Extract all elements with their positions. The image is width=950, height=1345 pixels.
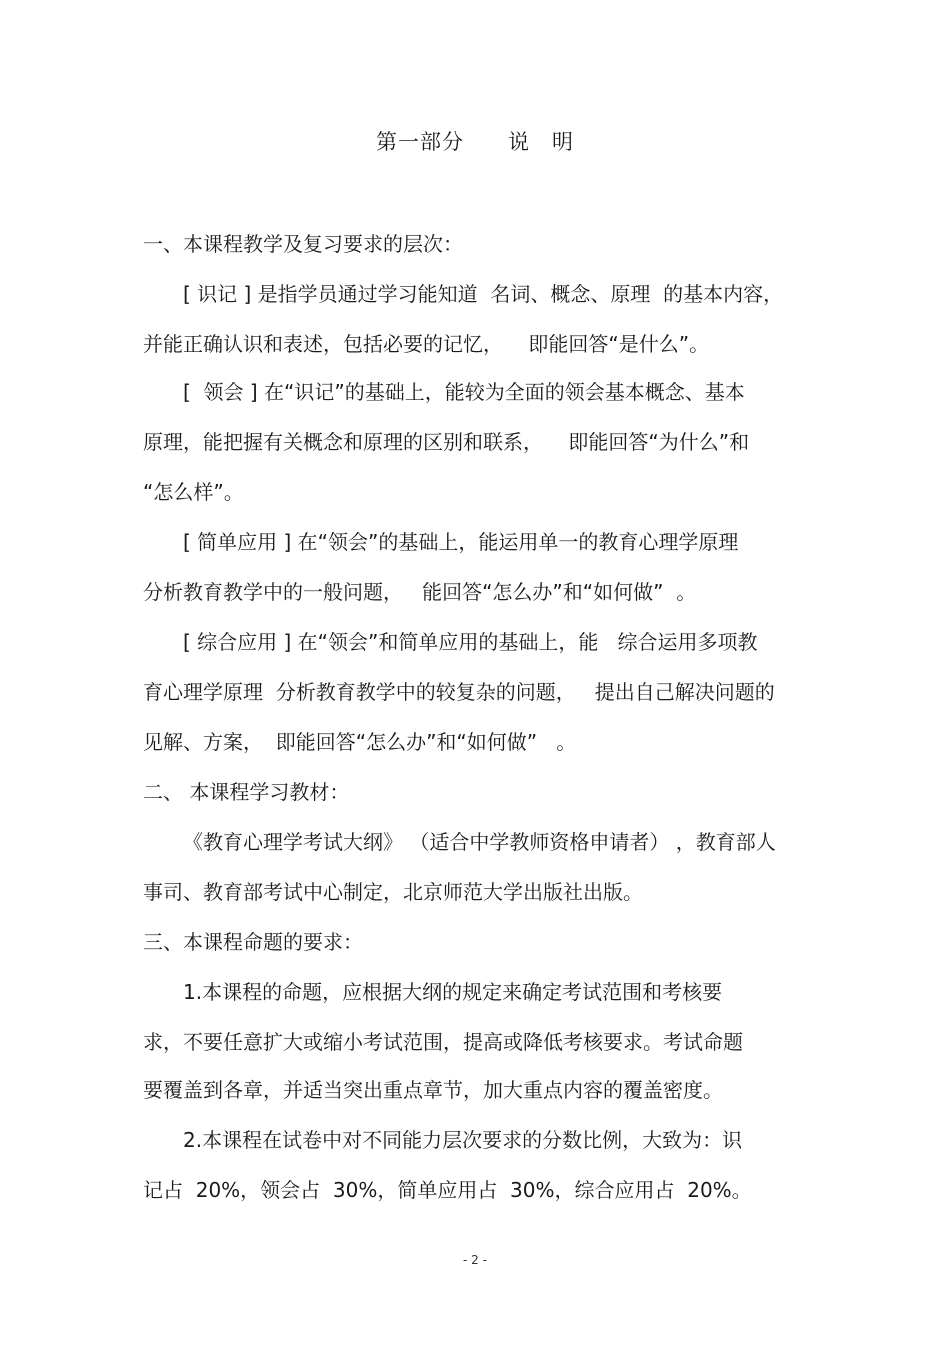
paragraph-line: [ 简单应用 ] 在“领会”的基础上，能运用单一的教育心理学原理 [183, 530, 739, 554]
paragraph-line: 要覆盖到各章，并适当突出重点章节，加大重点内容的覆盖密度。 [143, 1078, 723, 1102]
section-heading-levels: 一、本课程教学及复习要求的层次： [143, 232, 463, 256]
section-heading-textbook: 二、 本课程学习教材： [143, 780, 350, 804]
paragraph-line: 见解、方案， 即能回答“怎么办”和“如何做” 。 [143, 730, 577, 754]
paragraph-line: 《教育心理学考试大纲》 （适合中学教师资格申请者） ，教育部人 [183, 830, 776, 854]
paragraph-line: [ 综合应用 ] 在“领会”和简单应用的基础上，能 综合运用多项教 [183, 630, 758, 654]
paragraph-line: 2.本课程在试卷中对不同能力层次要求的分数比例，大致为：识 [183, 1128, 743, 1152]
paragraph-line: 事司、教育部考试中心制定，北京师范大学出版社出版。 [143, 880, 643, 904]
paragraph-line: 原理，能把握有关概念和原理的区别和联系， 即能回答“为什么”和 [143, 430, 750, 454]
paragraph-line: 育心理学原理 分析教育教学中的较复杂的问题， 提出自己解决问题的 [143, 680, 775, 704]
page-number: - 2 - [463, 1253, 487, 1267]
paragraph-line: [ 领会 ] 在“识记”的基础上，能较为全面的领会基本概念、基本 [183, 380, 745, 404]
paragraph-line: [ 识记 ] 是指学员通过学习能知道 名词、概念、原理 的基本内容， [183, 282, 784, 306]
section-heading-requirements: 三、本课程命题的要求： [143, 930, 363, 954]
paragraph-line: “怎么样”。 [143, 480, 244, 504]
paragraph-line: 1.本课程的命题，应根据大纲的规定来确定考试范围和考核要 [183, 980, 723, 1004]
paragraph-line: 求，不要任意扩大或缩小考试范围，提高或降低考核要求。考试命题 [143, 1030, 743, 1054]
paragraph-line: 记占 20%，领会占 30%，简单应用占 30%，综合应用占 20%。 [143, 1178, 752, 1202]
paragraph-line: 并能正确认识和表述，包括必要的记忆， 即能回答“是什么”。 [143, 332, 710, 356]
paragraph-line: 分析教育教学中的一般问题， 能回答“怎么办”和“如何做” 。 [143, 580, 697, 604]
page-title: 第一部分 说 明 [376, 130, 574, 154]
